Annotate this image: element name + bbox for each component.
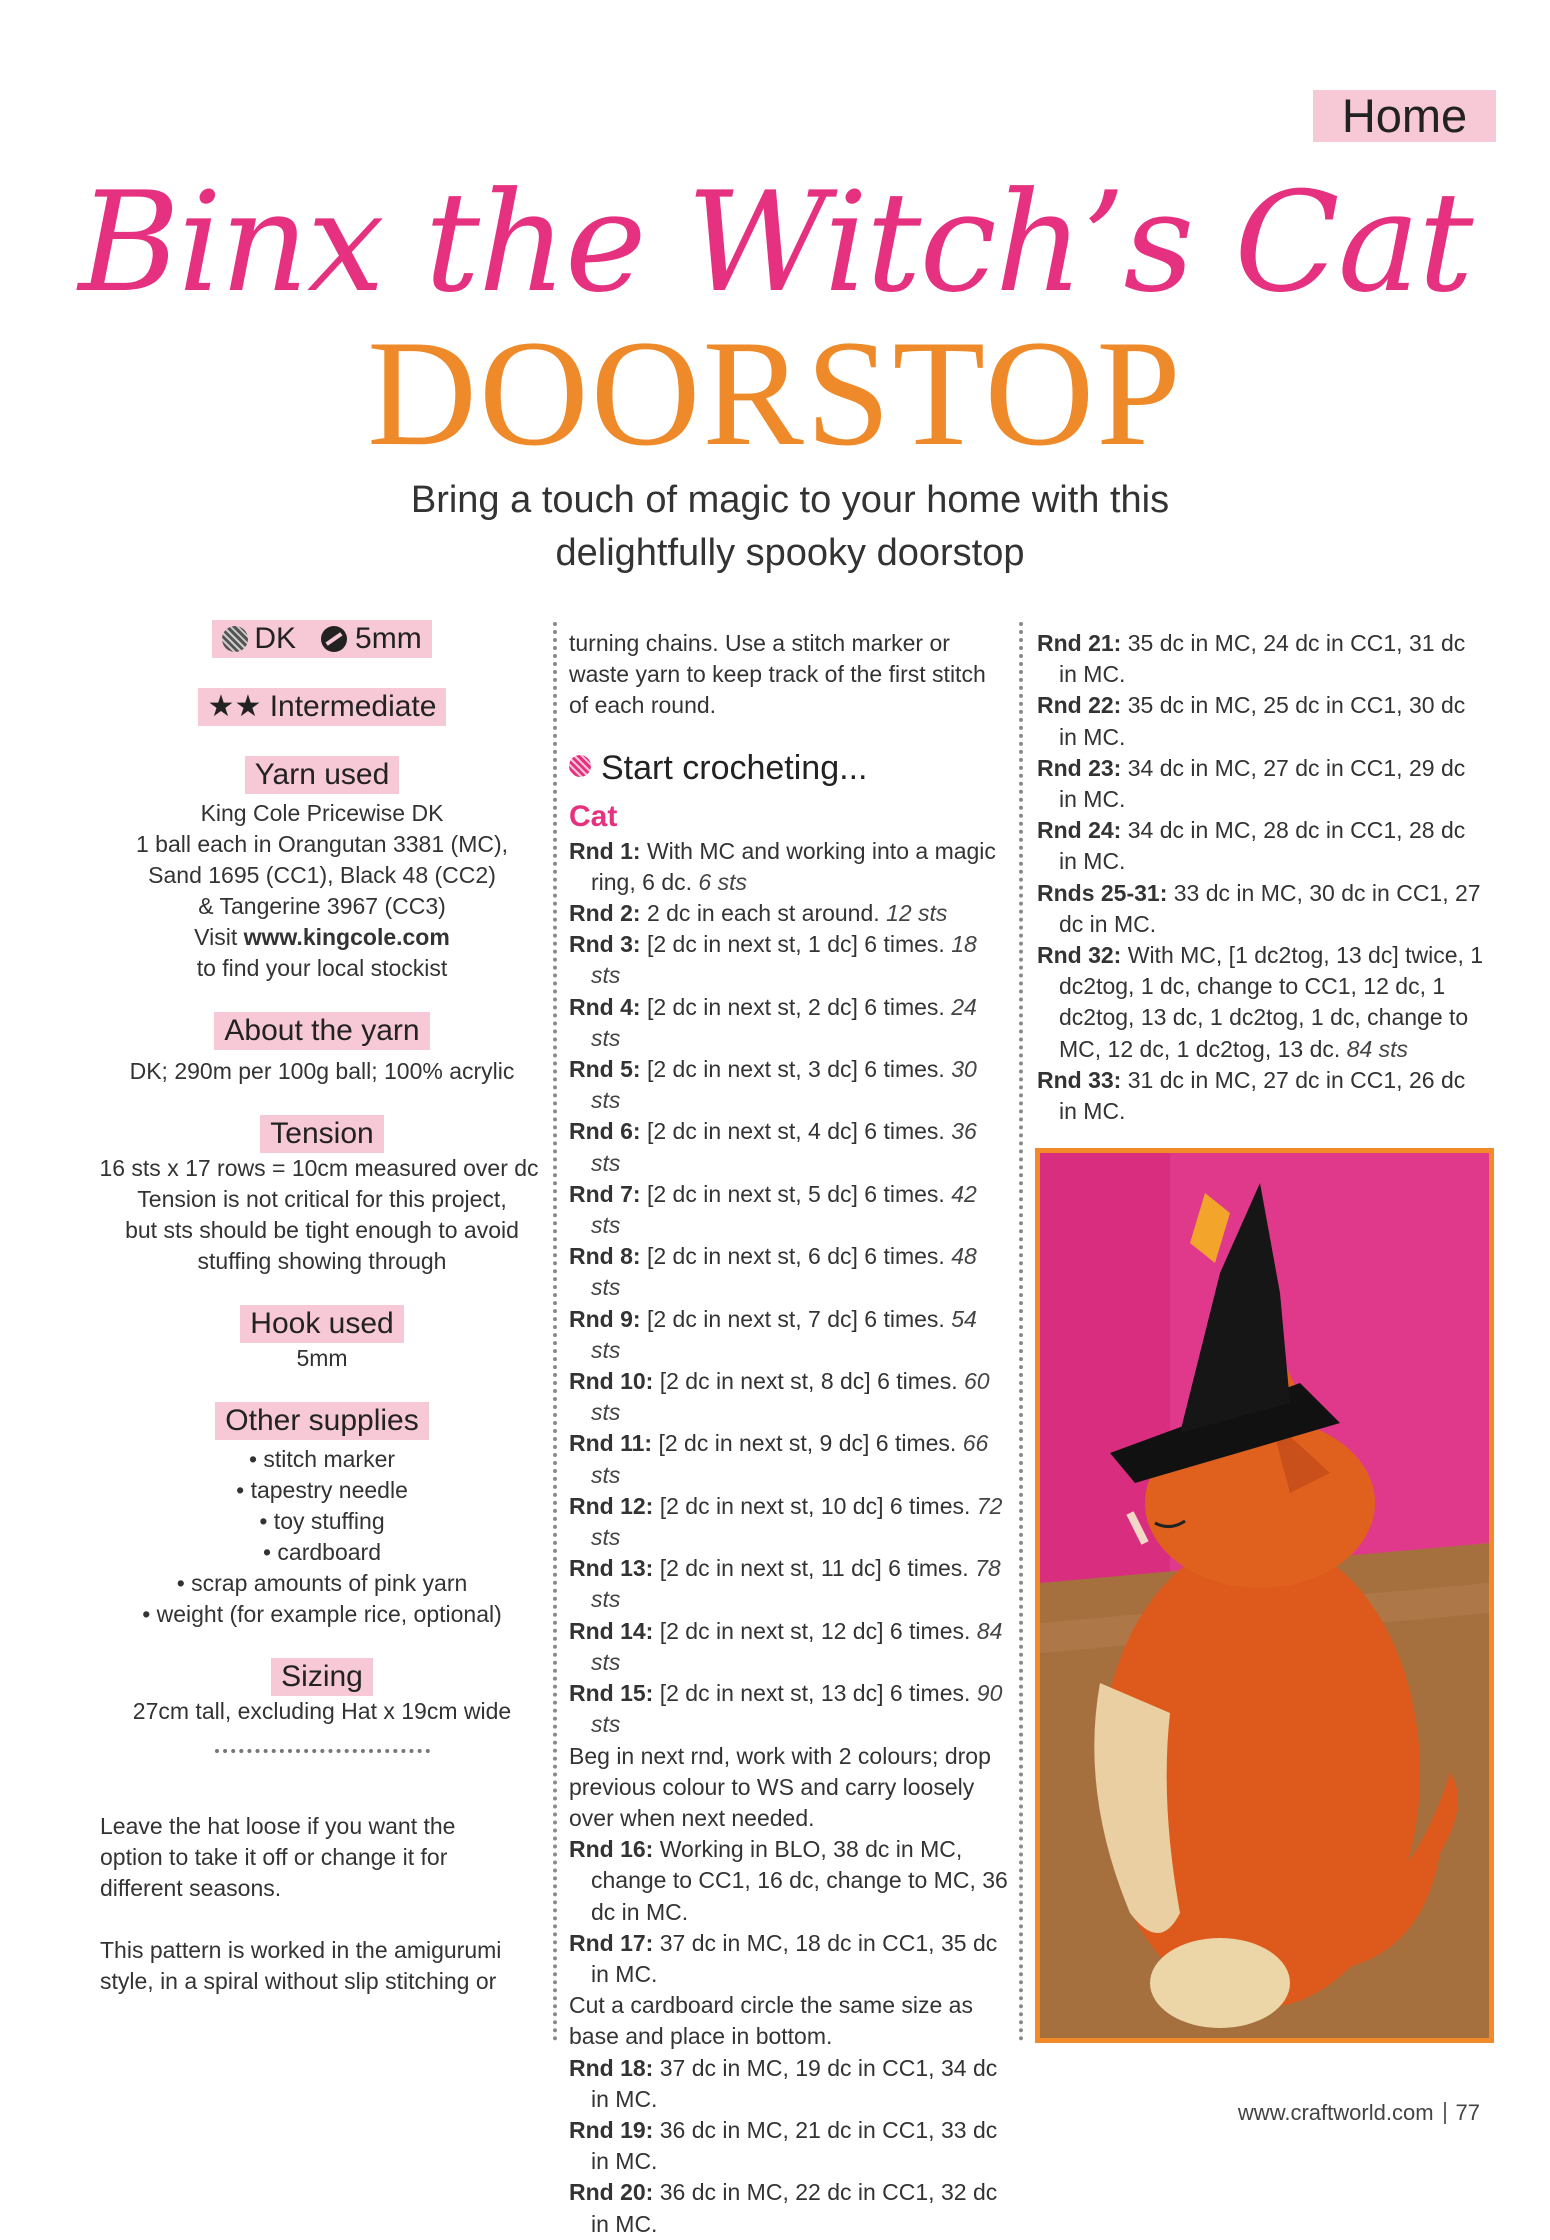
round-row	[569, 1678, 1009, 1740]
yarn-visit-line	[100, 922, 544, 953]
section-tag: Home	[1313, 90, 1496, 142]
round-row	[1037, 940, 1487, 1065]
round-text: [2 dc in next st, 3 dc] 6 times.	[640, 1056, 952, 1083]
list-item: • stitch marker	[248, 1446, 396, 1472]
round-row	[569, 1428, 1009, 1490]
round-label: Rnd 10:	[569, 1368, 654, 1395]
page-number: 77	[1455, 2100, 1480, 2125]
round-row	[569, 1491, 1009, 1553]
instructions-column	[569, 628, 1009, 2240]
other-supplies-heading: Other supplies	[215, 1402, 428, 1440]
round-text: [2 dc in next st, 10 dc] 6 times.	[653, 1492, 977, 1519]
round-text: [2 dc in next st, 12 dc] 6 times.	[653, 1617, 977, 1644]
round-text: With MC, [1 dc2tog, 13 dc] twice, 1 dc2tog, 1 dc, change to CC1, 12 dc, 1 dc2tog, 13 dc, 1 dc2tog, 1 dc, change to MC, 12 dc, 1 dc2tog, 13 dc.	[1059, 942, 1484, 1062]
stitch-count: 84 sts	[591, 1617, 1003, 1675]
round-label: Rnd 11:	[569, 1430, 653, 1457]
stitch-count: 72 sts	[591, 1492, 1003, 1551]
round-text: 35 dc in MC, 24 dc in CC1, 31 dc in MC.	[1059, 630, 1466, 688]
yarn-used-heading: Yarn used	[245, 756, 400, 794]
round-row	[569, 1834, 1009, 1928]
list-item: • scrap amounts of pink yarn	[176, 1570, 468, 1596]
round-label: Rnds 25-31:	[1037, 879, 1168, 906]
subtitle	[0, 474, 1550, 580]
round-row	[569, 1241, 1009, 1303]
stitch-count: 42 sts	[591, 1180, 977, 1239]
round-text: Working in BLO, 38 dc in MC, change to CC1, 16 dc, change to MC, 36 dc in MC.	[591, 1836, 1008, 1925]
stitch-count: 84 sts	[1346, 1035, 1409, 1062]
round-label: Rnd 20:	[569, 2179, 654, 2206]
start-heading	[569, 748, 1009, 788]
round-text: [2 dc in next st, 11 dc] 6 times.	[653, 1555, 976, 1582]
sizing-heading: Sizing	[271, 1658, 373, 1696]
round-label: Rnd 15:	[569, 1680, 654, 1707]
round-label: Rnd 9:	[569, 1305, 641, 1332]
dotted-divider	[215, 1749, 430, 1753]
round-row	[569, 1116, 1009, 1178]
tension-line: 16 sts x 17 rows = 10cm measured over dc	[99, 1155, 539, 1181]
column-divider	[553, 622, 557, 2042]
round-label: Rnd 14:	[569, 1617, 654, 1644]
yarn-line: 1 ball each in Orangutan 3381 (MC),	[135, 831, 509, 857]
round-row	[1037, 878, 1487, 940]
round-label: Rnd 3:	[569, 931, 641, 958]
footer-url[interactable]: www.craftworld.com	[1237, 2100, 1434, 2125]
round-row	[569, 929, 1009, 991]
round-text: [2 dc in next st, 7 dc] 6 times.	[640, 1305, 952, 1332]
yarn-ball-icon	[569, 755, 591, 777]
yarn-line: Sand 1695 (CC1), Black 48 (CC2)	[148, 862, 496, 888]
round-label: Rnd 23:	[1037, 754, 1122, 781]
round-text: [2 dc in next st, 8 dc] 6 times.	[653, 1368, 964, 1395]
round-row	[569, 992, 1009, 1054]
round-label: Rnd 7:	[569, 1180, 641, 1207]
intro-text: turning chains. Use a stitch marker or waste yarn to keep track of the first stitch of each round.	[569, 630, 986, 719]
round-row	[1037, 690, 1487, 752]
round-row	[1037, 1065, 1487, 1127]
rounds-list	[1037, 628, 1487, 1127]
round-text: 36 dc in MC, 22 dc in CC1, 32 dc in MC.	[591, 2179, 998, 2237]
round-text: [2 dc in next st, 2 dc] 6 times.	[640, 993, 952, 1020]
page-title: Binx the Witch’s Cat	[78, 162, 1472, 323]
list-item: • weight (for example rice, optional)	[142, 1601, 502, 1627]
tension-line: stuffing showing through	[197, 1248, 447, 1274]
hat-note: Leave the hat loose if you want the option to take it off or change it for different seasons.	[100, 1813, 456, 1901]
tension-text	[100, 1153, 544, 1277]
round-text: 34 dc in MC, 28 dc in CC1, 28 dc in MC.	[1059, 817, 1466, 875]
round-text: 33 dc in MC, 30 dc in CC1, 27 dc in MC.	[1059, 879, 1481, 937]
round-row	[569, 1304, 1009, 1366]
round-label: Rnd 32:	[1037, 942, 1122, 969]
stitch-count: 24 sts	[591, 993, 977, 1051]
weight-hook-tag	[212, 620, 431, 658]
round-label: Rnd 18:	[569, 2054, 654, 2081]
supplies-list	[100, 1444, 544, 1630]
round-label: Rnd 24:	[1037, 817, 1122, 844]
round-row	[1037, 815, 1487, 877]
difficulty-tag	[198, 688, 447, 726]
round-row	[1037, 628, 1487, 690]
round-label: Rnd 13:	[569, 1555, 654, 1582]
stitch-count: 90 sts	[591, 1680, 1003, 1738]
hook-size: 5mm	[355, 622, 422, 655]
tension-line: but sts should be tight enough to avoid	[125, 1217, 519, 1243]
rounds-list	[569, 2053, 1009, 2240]
round-text: [2 dc in next st, 5 dc] 6 times.	[640, 1180, 952, 1207]
round-text: 37 dc in MC, 18 dc in CC1, 35 dc in MC.	[591, 1929, 998, 1987]
round-row	[569, 1366, 1009, 1428]
start-heading-label: Start crocheting...	[601, 748, 868, 787]
stitch-count: 12 sts	[886, 900, 948, 927]
hook-icon	[321, 626, 347, 652]
about-yarn-text: DK; 290m per 100g ball; 100% acrylic	[129, 1058, 515, 1084]
round-text: [2 dc in next st, 13 dc] 6 times.	[653, 1680, 977, 1707]
cat-illustration	[1040, 1153, 1489, 2038]
stitch-count: 78 sts	[591, 1555, 1001, 1613]
round-text: 37 dc in MC, 19 dc in CC1, 34 dc in MC.	[591, 2054, 998, 2112]
pattern-note: This pattern is worked in the amigurumi style, in a spiral without slip stitching or	[100, 1937, 502, 1994]
round-text: 35 dc in MC, 25 dc in CC1, 30 dc in MC.	[1059, 692, 1466, 750]
round-row	[569, 1054, 1009, 1116]
about-yarn-heading: About the yarn	[214, 1012, 429, 1050]
weight-label: DK	[254, 622, 296, 655]
round-row	[569, 1179, 1009, 1241]
stitch-count: 30 sts	[591, 1056, 977, 1114]
stockist-line: to find your local stockist	[196, 955, 448, 981]
tension-heading: Tension	[260, 1115, 383, 1153]
round-text: [2 dc in next st, 4 dc] 6 times.	[640, 1118, 952, 1145]
hook-used-text: 5mm	[296, 1345, 348, 1371]
round-text: 36 dc in MC, 21 dc in CC1, 33 dc in MC.	[591, 2116, 998, 2175]
round-text: [2 dc in next st, 9 dc] 6 times.	[652, 1430, 963, 1457]
round-row	[569, 898, 1009, 929]
round-text: With MC and working into a magic ring, 6 dc.	[591, 837, 996, 895]
round-row	[569, 2053, 1009, 2115]
round-label: Rnd 5:	[569, 1056, 641, 1083]
stitch-count: 54 sts	[591, 1305, 977, 1363]
tension-line: Tension is not critical for this project,	[137, 1186, 507, 1212]
kingcole-link[interactable]: www.kingcole.com	[243, 924, 450, 950]
subtitle-line-2: delightfully spooky doorstop	[555, 532, 1025, 574]
list-item: • toy stuffing	[259, 1508, 385, 1534]
round-row	[569, 1928, 1009, 1990]
colour-note: Beg in next rnd, work with 2 colours; drop previous colour to WS and carry loosely over when next needed.	[569, 1742, 991, 1831]
hook-used-heading: Hook used	[240, 1305, 403, 1343]
round-row	[569, 1616, 1009, 1678]
yarn-line: King Cole Pricewise DK	[200, 800, 444, 826]
round-row	[1037, 753, 1487, 815]
rounds-list	[569, 836, 1009, 1741]
round-label: Rnd 22:	[1037, 692, 1122, 719]
instructions-column-2	[1037, 628, 1487, 1127]
round-text: [2 dc in next st, 1 dc] 6 times.	[640, 931, 952, 958]
footer-divider	[1444, 2102, 1446, 2124]
round-text: 34 dc in MC, 27 dc in CC1, 29 dc in MC.	[1059, 754, 1466, 813]
round-label: Rnd 33:	[1037, 1066, 1122, 1093]
cardboard-note: Cut a cardboard circle the same size as base and place in bottom.	[569, 1992, 973, 2050]
rounds-list	[569, 1834, 1009, 1990]
stitch-count: 66 sts	[591, 1430, 989, 1488]
list-item: • cardboard	[262, 1539, 381, 1565]
sizing-text: 27cm tall, excluding Hat x 19cm wide	[132, 1698, 512, 1724]
star-icon: ★★	[207, 690, 262, 723]
page-title-doorstop: DOORSTOP	[367, 309, 1183, 477]
round-text: [2 dc in next st, 6 dc] 6 times.	[640, 1243, 952, 1270]
stitch-count: 18 sts	[591, 931, 977, 989]
round-label: Rnd 21:	[1037, 630, 1122, 656]
round-text: 2 dc in each st around.	[640, 900, 887, 927]
round-row	[569, 2115, 1009, 2177]
round-label: Rnd 17:	[569, 1929, 654, 1956]
stitch-count: 60 sts	[591, 1368, 990, 1426]
round-label: Rnd 4:	[569, 993, 641, 1020]
round-label: Rnd 6:	[569, 1118, 641, 1145]
round-label: Rnd 19:	[569, 2116, 654, 2143]
round-row	[569, 2177, 1009, 2239]
list-item: • tapestry needle	[236, 1477, 408, 1503]
stitch-count: 36 sts	[591, 1118, 977, 1176]
round-row	[569, 836, 1009, 898]
stitch-count: 48 sts	[591, 1243, 977, 1301]
visit-prefix: Visit	[194, 924, 244, 950]
cat-heading: Cat	[569, 799, 618, 833]
column-divider	[1019, 622, 1023, 2042]
difficulty-label: Intermediate	[269, 690, 437, 723]
round-label: Rnd 8:	[569, 1243, 641, 1270]
page-footer	[1200, 2100, 1480, 2126]
cat-doorstop-photo	[1035, 1148, 1494, 2043]
yarn-used-text	[100, 798, 544, 984]
round-label: Rnd 16:	[569, 1836, 654, 1863]
yarn-ball-icon	[222, 626, 248, 652]
round-text: 31 dc in MC, 27 dc in CC1, 26 dc in MC.	[1059, 1066, 1466, 1125]
round-label: Rnd 2:	[569, 900, 641, 927]
subtitle-line-1: Bring a touch of magic to your home with this	[410, 479, 1170, 521]
yarn-line: & Tangerine 3967 (CC3)	[198, 893, 446, 919]
round-row	[569, 1553, 1009, 1615]
stitch-count: 6 sts	[698, 868, 747, 895]
round-label: Rnd 12:	[569, 1492, 654, 1519]
info-column	[100, 620, 544, 1997]
round-label: Rnd 1:	[569, 837, 641, 864]
